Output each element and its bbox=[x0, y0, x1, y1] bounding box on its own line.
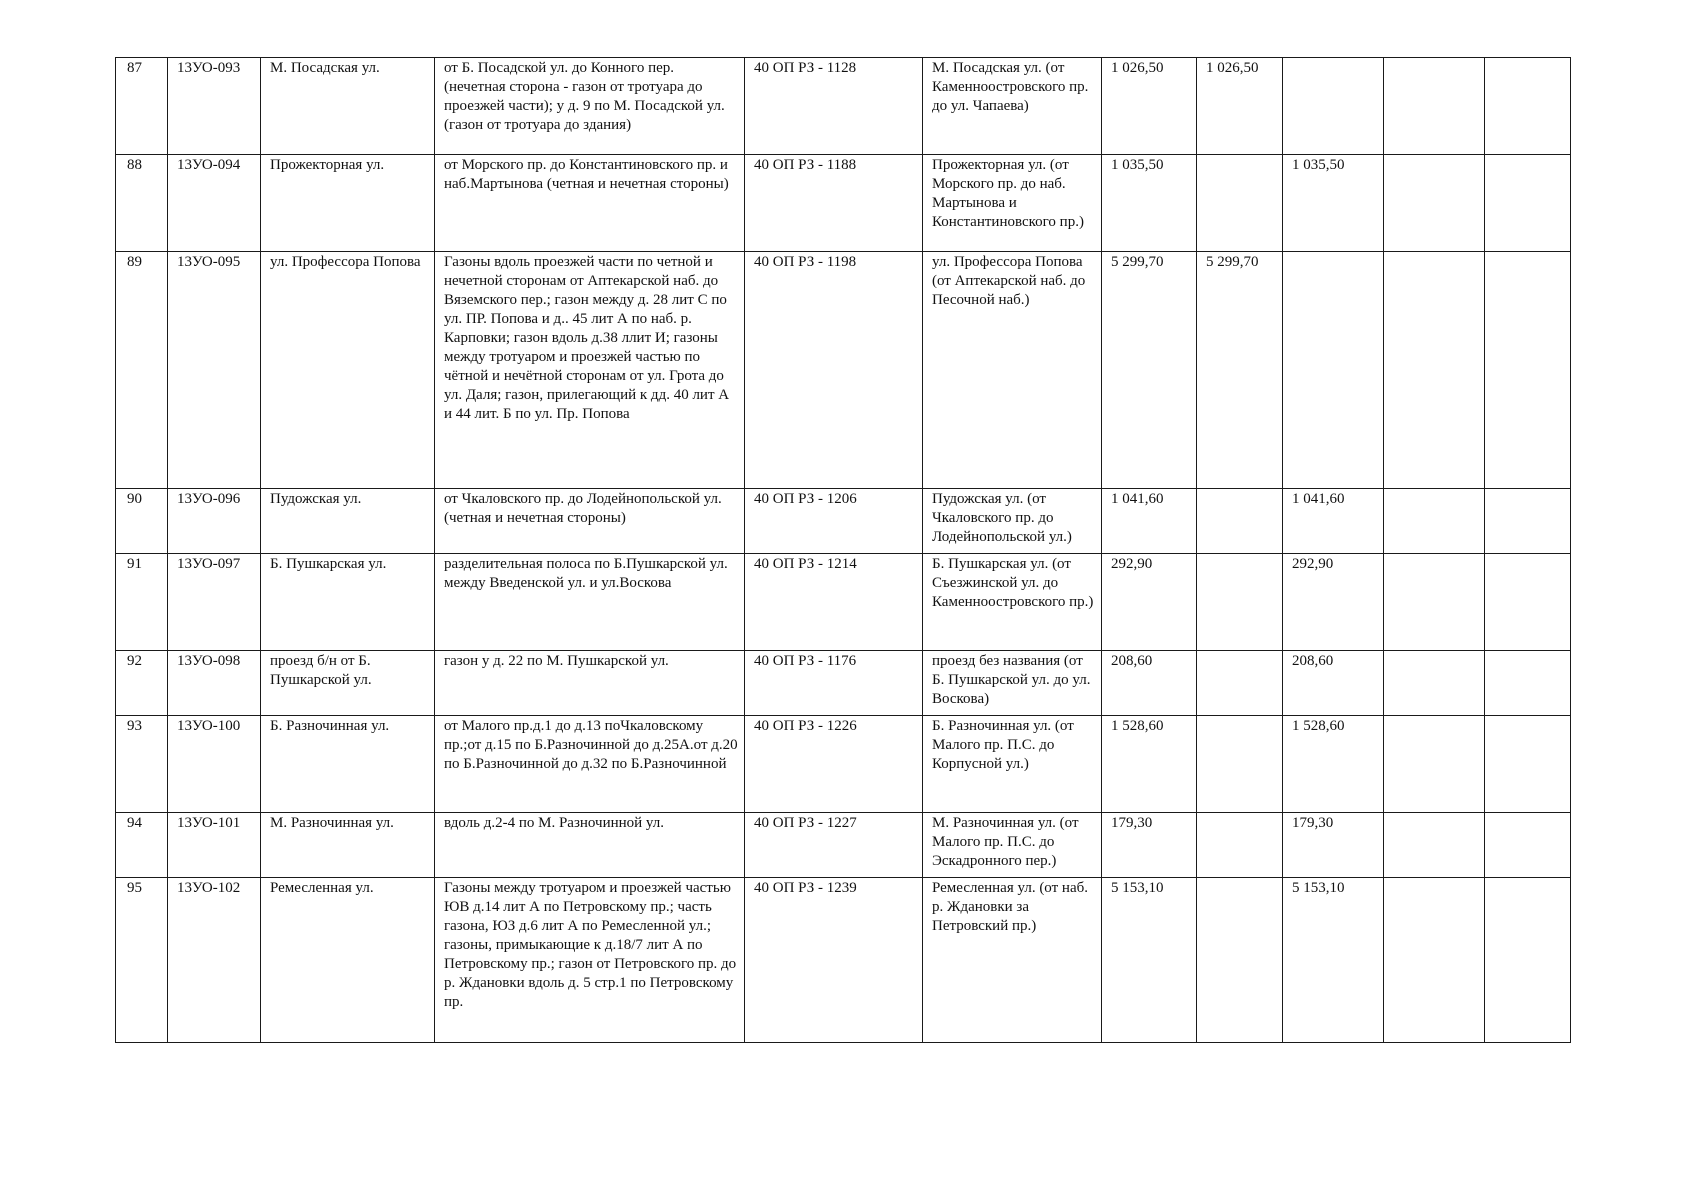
table-row bbox=[116, 651, 1571, 716]
street-name: Ремесленная ул. bbox=[261, 878, 435, 1043]
row-number: 92 bbox=[116, 651, 168, 716]
area-column-a bbox=[1197, 813, 1283, 878]
object-code: 13УО-093 bbox=[168, 58, 261, 155]
row-number: 87 bbox=[116, 58, 168, 155]
area-column-a bbox=[1197, 878, 1283, 1043]
extra-column-1 bbox=[1384, 252, 1485, 489]
extra-column-1 bbox=[1384, 155, 1485, 252]
area-column-b: 1 528,60 bbox=[1283, 716, 1384, 813]
street-name: проезд б/н от Б. Пушкарской ул. bbox=[261, 651, 435, 716]
road-name: ул. Профессора Попова (от Аптекарской наб. до Песочной наб.) bbox=[923, 252, 1102, 489]
row-number: 91 bbox=[116, 554, 168, 651]
row-number: 90 bbox=[116, 489, 168, 554]
table-row bbox=[116, 878, 1571, 1043]
area-total: 1 528,60 bbox=[1102, 716, 1197, 813]
area-column-b bbox=[1283, 58, 1384, 155]
area-column-b: 5 153,10 bbox=[1283, 878, 1384, 1043]
object-code: 13УО-094 bbox=[168, 155, 261, 252]
row-number: 95 bbox=[116, 878, 168, 1043]
road-name: Пудожская ул. (от Чкаловского пр. до Лодейнопольской ул.) bbox=[923, 489, 1102, 554]
area-description: от Б. Посадской ул. до Конного пер. (нечетная сторона - газон от тротуара до проезжей части); у д. 9 по М. Посадской ул. (газон от тротуара до здания) bbox=[435, 58, 745, 155]
object-code: 13УО-098 bbox=[168, 651, 261, 716]
table-body bbox=[116, 58, 1571, 1043]
area-description: Газоны между тротуаром и проезжей частью ЮВ д.14 лит А по Петровскому пр.; часть газона, ЮЗ д.6 лит А по Ремесленной ул.; газоны, примыкающие к д.18/7 лит А по Петровскому пр.; газон от Петровского пр. до р. Ждановки вдоль д. 5 стр.1 по Петровскому пр. bbox=[435, 878, 745, 1043]
area-column-b bbox=[1283, 252, 1384, 489]
street-name: Пудожская ул. bbox=[261, 489, 435, 554]
extra-column-1 bbox=[1384, 813, 1485, 878]
object-code: 13УО-096 bbox=[168, 489, 261, 554]
street-name: Б. Пушкарская ул. bbox=[261, 554, 435, 651]
area-total: 5 299,70 bbox=[1102, 252, 1197, 489]
area-total: 179,30 bbox=[1102, 813, 1197, 878]
road-name: Б. Пушкарская ул. (от Съезжинской ул. до Каменноостровского пр.) bbox=[923, 554, 1102, 651]
area-column-a bbox=[1197, 651, 1283, 716]
object-code: 13УО-102 bbox=[168, 878, 261, 1043]
row-number: 88 bbox=[116, 155, 168, 252]
area-description: от Чкаловского пр. до Лодейнопольской ул. (четная и нечетная стороны) bbox=[435, 489, 745, 554]
table-row bbox=[116, 252, 1571, 489]
table-row bbox=[116, 554, 1571, 651]
extra-column-2 bbox=[1485, 878, 1571, 1043]
road-name: проезд без названия (от Б. Пушкарской ул. до ул. Воскова) bbox=[923, 651, 1102, 716]
street-name: Прожекторная ул. bbox=[261, 155, 435, 252]
road-name: Б. Разночинная ул. (от Малого пр. П.С. до Корпусной ул.) bbox=[923, 716, 1102, 813]
area-description: газон у д. 22 по М. Пушкарской ул. bbox=[435, 651, 745, 716]
area-column-b: 179,30 bbox=[1283, 813, 1384, 878]
extra-column-1 bbox=[1384, 489, 1485, 554]
area-column-a: 1 026,50 bbox=[1197, 58, 1283, 155]
table-row bbox=[116, 155, 1571, 252]
street-name: М. Разночинная ул. bbox=[261, 813, 435, 878]
area-total: 1 041,60 bbox=[1102, 489, 1197, 554]
row-number: 93 bbox=[116, 716, 168, 813]
table-row bbox=[116, 58, 1571, 155]
area-column-b: 208,60 bbox=[1283, 651, 1384, 716]
area-total: 1 035,50 bbox=[1102, 155, 1197, 252]
road-name: М. Посадская ул. (от Каменноостровского пр. до ул. Чапаева) bbox=[923, 58, 1102, 155]
object-code: 13УО-100 bbox=[168, 716, 261, 813]
street-name: М. Посадская ул. bbox=[261, 58, 435, 155]
road-id: 40 ОП РЗ - 1198 bbox=[745, 252, 923, 489]
area-column-b: 292,90 bbox=[1283, 554, 1384, 651]
extra-column-2 bbox=[1485, 252, 1571, 489]
area-column-a bbox=[1197, 716, 1283, 813]
area-total: 1 026,50 bbox=[1102, 58, 1197, 155]
area-description: от Морского пр. до Константиновского пр. и наб.Мартынова (четная и нечетная стороны) bbox=[435, 155, 745, 252]
extra-column-2 bbox=[1485, 58, 1571, 155]
area-column-a bbox=[1197, 489, 1283, 554]
road-name: Прожекторная ул. (от Морского пр. до наб. Мартынова и Константиновского пр.) bbox=[923, 155, 1102, 252]
row-number: 94 bbox=[116, 813, 168, 878]
table-row bbox=[116, 813, 1571, 878]
area-description: вдоль д.2-4 по М. Разночинной ул. bbox=[435, 813, 745, 878]
road-id: 40 ОП РЗ - 1128 bbox=[745, 58, 923, 155]
road-name: Ремесленная ул. (от наб. р. Ждановки за Петровский пр.) bbox=[923, 878, 1102, 1043]
object-code: 13УО-095 bbox=[168, 252, 261, 489]
table-row bbox=[116, 716, 1571, 813]
area-column-b: 1 041,60 bbox=[1283, 489, 1384, 554]
street-name: Б. Разночинная ул. bbox=[261, 716, 435, 813]
table-row bbox=[116, 489, 1571, 554]
object-code: 13УО-101 bbox=[168, 813, 261, 878]
extra-column-2 bbox=[1485, 155, 1571, 252]
gardens-table bbox=[115, 57, 1571, 1043]
area-column-a: 5 299,70 bbox=[1197, 252, 1283, 489]
street-name: ул. Профессора Попова bbox=[261, 252, 435, 489]
area-description: разделительная полоса по Б.Пушкарской ул. между Введенской ул. и ул.Воскова bbox=[435, 554, 745, 651]
road-id: 40 ОП РЗ - 1176 bbox=[745, 651, 923, 716]
extra-column-2 bbox=[1485, 651, 1571, 716]
road-id: 40 ОП РЗ - 1227 bbox=[745, 813, 923, 878]
object-code: 13УО-097 bbox=[168, 554, 261, 651]
road-name: М. Разночинная ул. (от Малого пр. П.С. до Эскадронного пер.) bbox=[923, 813, 1102, 878]
road-id: 40 ОП РЗ - 1239 bbox=[745, 878, 923, 1043]
road-id: 40 ОП РЗ - 1226 bbox=[745, 716, 923, 813]
area-total: 5 153,10 bbox=[1102, 878, 1197, 1043]
area-description: от Малого пр.д.1 до д.13 поЧкаловскому пр.;от д.15 по Б.Разночинной до д.25А.от д.20 по Б.Разночинной до д.32 по Б.Разночинной bbox=[435, 716, 745, 813]
extra-column-1 bbox=[1384, 878, 1485, 1043]
area-column-b: 1 035,50 bbox=[1283, 155, 1384, 252]
extra-column-2 bbox=[1485, 716, 1571, 813]
extra-column-1 bbox=[1384, 651, 1485, 716]
extra-column-2 bbox=[1485, 813, 1571, 878]
extra-column-2 bbox=[1485, 554, 1571, 651]
road-id: 40 ОП РЗ - 1206 bbox=[745, 489, 923, 554]
area-total: 292,90 bbox=[1102, 554, 1197, 651]
area-total: 208,60 bbox=[1102, 651, 1197, 716]
extra-column-1 bbox=[1384, 58, 1485, 155]
area-column-a bbox=[1197, 155, 1283, 252]
row-number: 89 bbox=[116, 252, 168, 489]
extra-column-1 bbox=[1384, 716, 1485, 813]
extra-column-1 bbox=[1384, 554, 1485, 651]
extra-column-2 bbox=[1485, 489, 1571, 554]
area-description: Газоны вдоль проезжей части по четной и нечетной сторонам от Аптекарской наб. до Вяземского пер.; газон между д. 28 лит С по ул. ПР. Попова и д.. 45 лит А по наб. р. Карповки; газон вдоль д.38 ллит И; газоны между тротуаром и проезжей частью по чётной и нечётной сторонам от ул. Грота до ул. Даля; газон, прилегающий к дд. 40 лит А и 44 лит. Б по ул. Пр. Попова bbox=[435, 252, 745, 489]
road-id: 40 ОП РЗ - 1214 bbox=[745, 554, 923, 651]
area-column-a bbox=[1197, 554, 1283, 651]
road-id: 40 ОП РЗ - 1188 bbox=[745, 155, 923, 252]
